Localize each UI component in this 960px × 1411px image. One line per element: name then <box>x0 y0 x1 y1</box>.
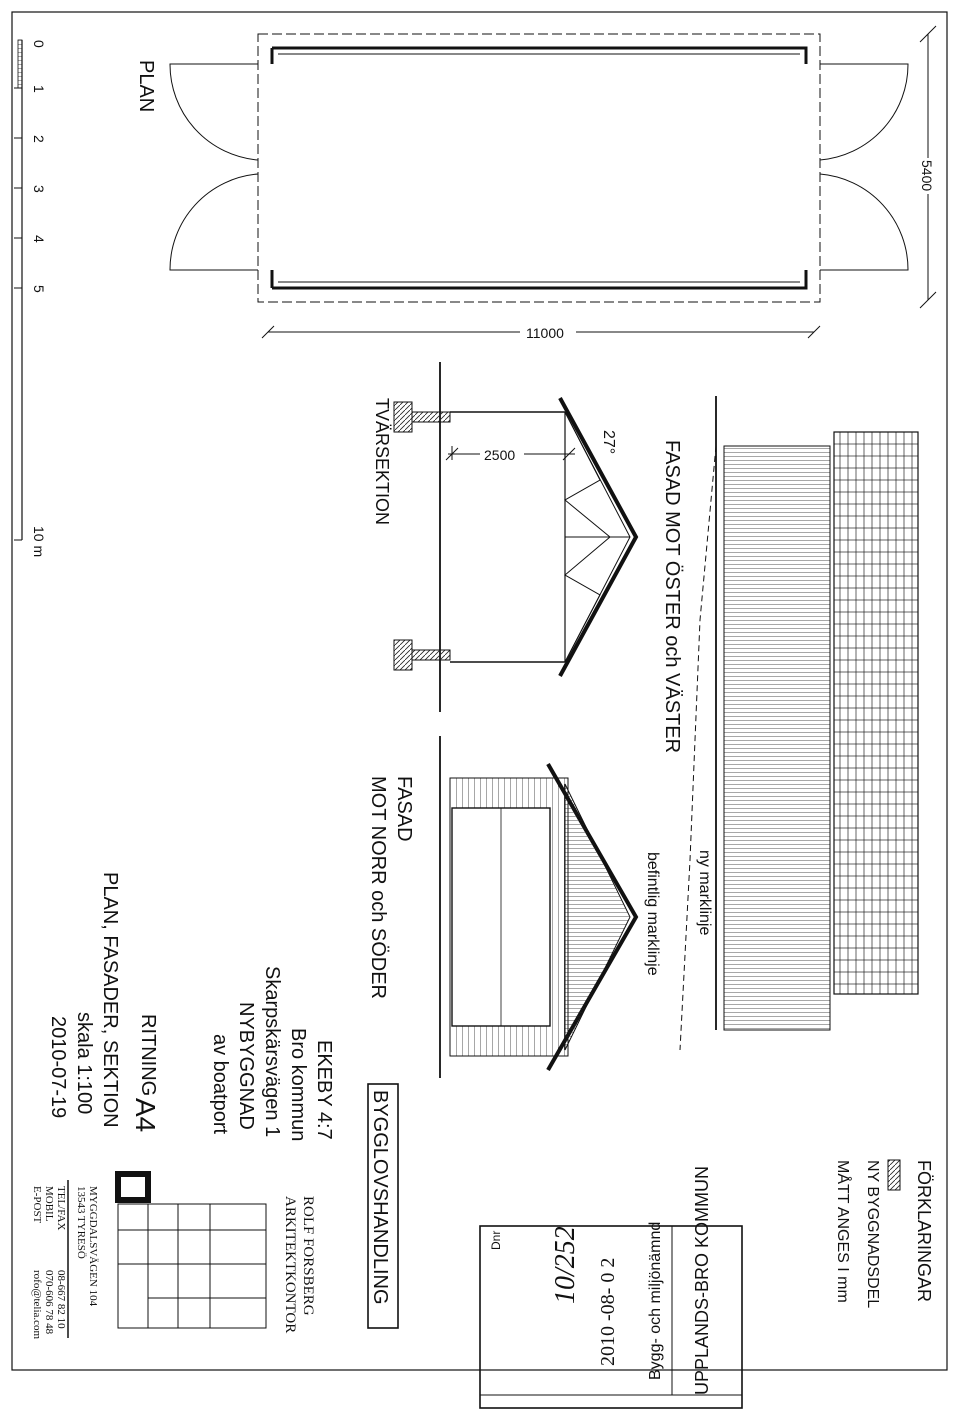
dimension-length <box>262 324 820 341</box>
scale-bar <box>14 40 47 557</box>
facade-north-south <box>367 736 636 1078</box>
cross-section-title: TVÄRSEKTION <box>372 398 392 526</box>
architect-logo <box>118 1174 266 1328</box>
svg-text:5400: 5400 <box>919 160 935 192</box>
architect-mobile: 070-606 78 48 <box>43 1270 55 1335</box>
legend <box>834 1160 934 1308</box>
scale-tick-4: 4 <box>31 235 47 243</box>
project-sub-label: av boatport <box>209 1034 231 1135</box>
format-label: A4 <box>130 1098 161 1133</box>
facade-north-south-title-1: FASAD <box>393 776 415 842</box>
cross-section <box>372 362 636 712</box>
municipality-label: Bro kommun <box>287 1028 309 1142</box>
stamp-date: 2010 -08- 0 2 <box>597 1257 619 1366</box>
address-label: Skarpskärsvägen 1 <box>261 966 283 1138</box>
svg-text:11000: 11000 <box>526 325 564 341</box>
scale-tick-3: 3 <box>31 185 47 193</box>
scale-tick-1: 1 <box>31 85 47 93</box>
date-label: 2010-07-19 <box>47 1016 69 1119</box>
project-label: NYBYGGNAD <box>235 1002 257 1130</box>
facade-north-south-title-2: MOT NORR och SÖDER <box>367 776 389 999</box>
architect-tel-label: TEL/FAX <box>55 1186 67 1231</box>
title-block <box>31 872 398 1340</box>
architect-office: ARKITEKTKONTOR <box>282 1196 298 1334</box>
facade-east-west-title: FASAD MOT ÖSTER och VÄSTER <box>661 440 683 754</box>
architect-email: rofo@telia.com <box>31 1270 43 1340</box>
plan-title: PLAN <box>135 60 157 113</box>
scale-tick-2: 2 <box>31 135 47 143</box>
scale-tick-5: 5 <box>31 285 47 293</box>
architect-email-label: E-POST <box>31 1186 43 1224</box>
section-dimension: 2500 <box>484 447 516 463</box>
contents-label: PLAN, FASADER, SEKTION <box>99 872 121 1128</box>
architect-street: MYGGDALSVÄGEN 104 <box>87 1186 99 1307</box>
status-label: BYGGLOVSHANDLING <box>369 1090 391 1305</box>
existing-ground-label: befintlig marklinje <box>644 852 661 976</box>
scale-tick-0: 0 <box>31 40 47 48</box>
architect-name: ROLF FORSBERG <box>300 1196 316 1316</box>
legend-new-building: NY BYGGNADSDEL <box>864 1160 881 1309</box>
facade-east-west <box>644 396 918 1050</box>
municipal-stamp <box>480 1166 742 1408</box>
scale-tick-10: 10 m <box>31 526 47 558</box>
new-ground-label: ny marklinje <box>696 850 713 936</box>
legend-title: FÖRKLARINGAR <box>914 1160 934 1303</box>
legend-units: MÅTT ANGES I mm <box>834 1160 851 1303</box>
stamp-municipality: UPPLANDS-BRO KOMMUN <box>692 1165 712 1395</box>
architect-mobile-label: MOBIL <box>43 1186 55 1222</box>
stamp-office: Bygg- och miljönämnd <box>647 1221 664 1380</box>
dimension-width <box>919 26 936 308</box>
property-label: EKEBY 4:7 <box>313 1040 335 1140</box>
architect-tel: 08-667 82 10 <box>55 1270 67 1329</box>
drawing-label: RITNING <box>137 1014 159 1097</box>
stamp-dnr-label: Dnr <box>489 1230 503 1250</box>
stamp-case-number: 10/252 <box>550 1226 581 1304</box>
architect-city: 13543 TYRESÖ <box>75 1186 87 1259</box>
roof-pitch: 27° <box>600 430 617 455</box>
scale-label: skala 1:100 <box>73 1012 95 1115</box>
